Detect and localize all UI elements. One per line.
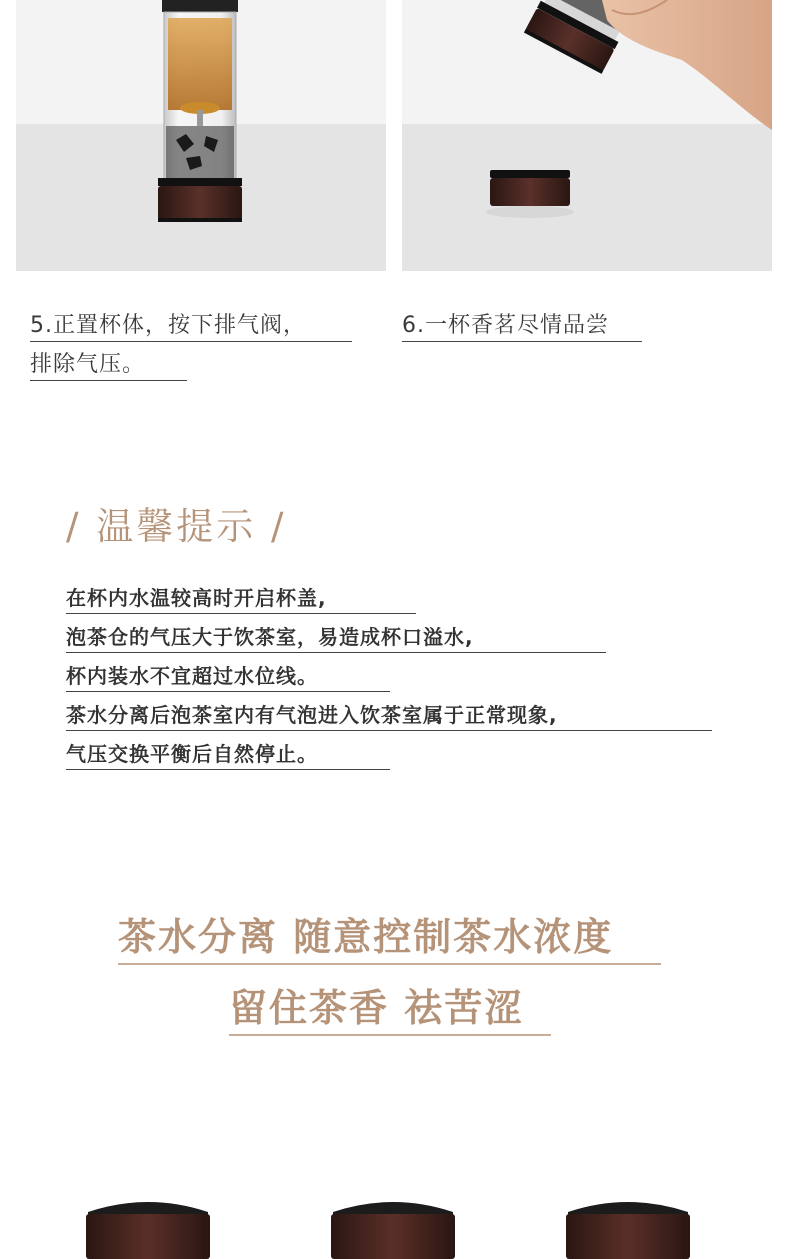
product-photo-pouring <box>402 0 772 271</box>
tips-title: / 温馨提示 / <box>66 505 287 548</box>
product-photo-upright-bottle <box>16 0 386 271</box>
tip-line-5: 气压交换平衡后自然停止。 <box>66 738 390 770</box>
cup-image-2 <box>327 1198 459 1259</box>
cup-image-3 <box>562 1198 694 1259</box>
tip-line-3: 杯内装水不宜超过水位线。 <box>66 660 390 692</box>
cup-image-1 <box>82 1198 214 1259</box>
step-5-caption-line-2: 排除气压。 <box>30 347 187 381</box>
step-5-caption-line-1: 5.正置杯体，按下排气阀， <box>30 308 352 342</box>
hand-bottle-illustration <box>402 0 772 271</box>
bottle-illustration <box>16 0 386 271</box>
step-6-caption: 6.一杯香茗尽情品尝 <box>402 308 642 342</box>
slogan-line-2: 留住茶香 祛苦涩 <box>229 977 551 1036</box>
tip-line-2: 泡茶仓的气压大于饮茶室，易造成杯口溢水, <box>66 621 606 653</box>
slogan-line-1: 茶水分离 随意控制茶水浓度 <box>118 906 661 965</box>
tip-line-1: 在杯内水温较高时开启杯盖, <box>66 582 416 614</box>
tip-line-4: 茶水分离后泡茶室内有气泡进入饮茶室属于正常现象, <box>66 699 712 731</box>
